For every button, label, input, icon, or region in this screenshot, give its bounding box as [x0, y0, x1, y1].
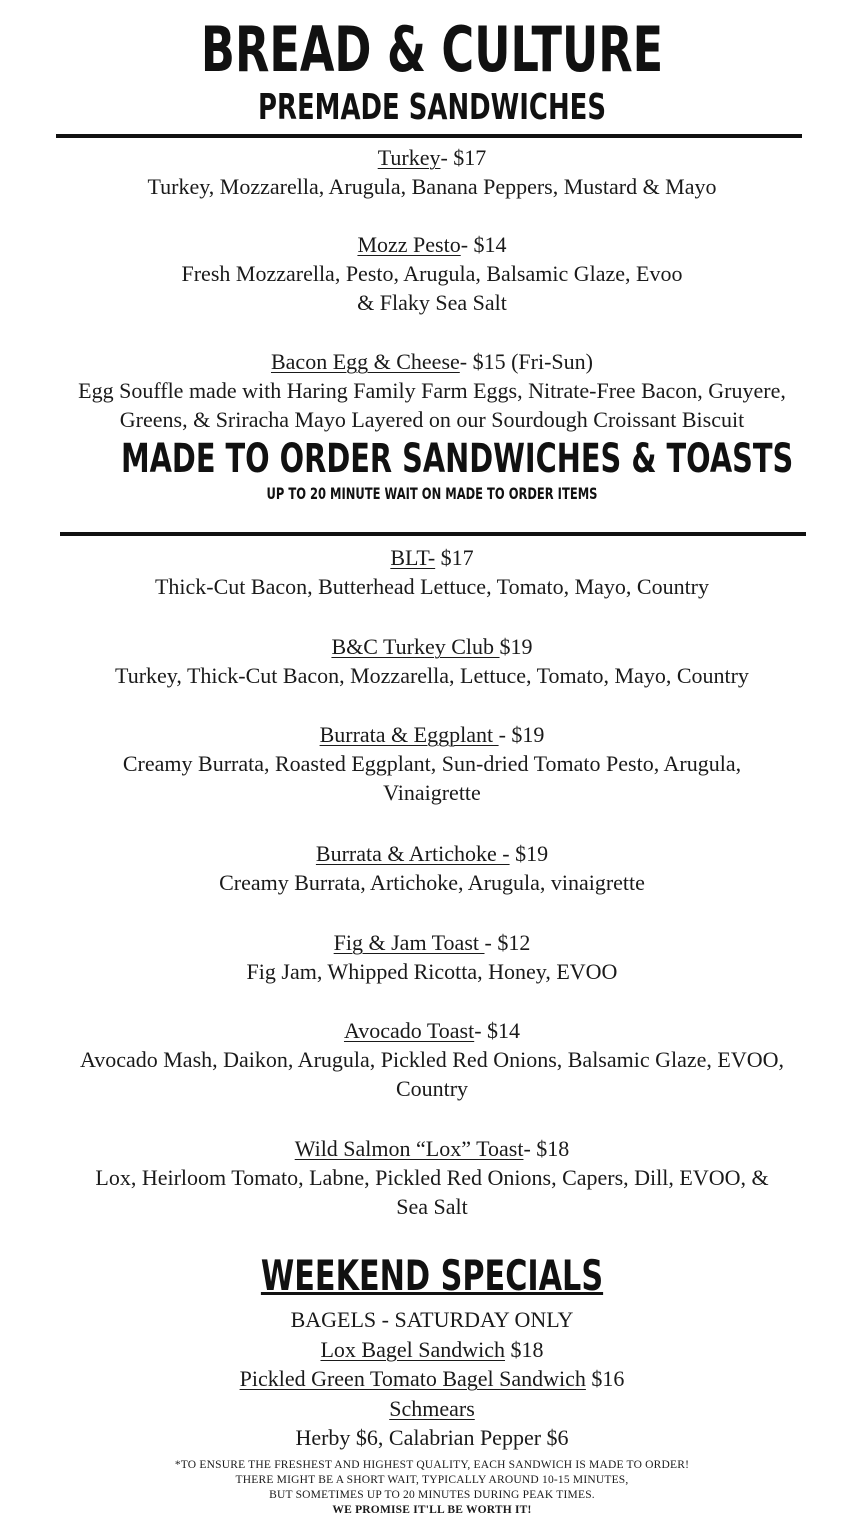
weekend-specials-title: WEEKEND SPECIALS	[260, 1251, 604, 1300]
item-description: Lox, Heirloom Tomato, Labne, Pickled Red Onions, Capers, Dill, EVOO, &	[95, 1165, 769, 1190]
item-description: Vinaigrette	[383, 780, 481, 805]
menu-item-turkey	[0, 143, 864, 201]
menu-item-burrata-artichoke	[0, 839, 864, 897]
divider	[60, 532, 806, 536]
item-description: Egg Souffle made with Haring Family Farm Eggs, Nitrate-Free Bacon, Gruyere,	[78, 378, 786, 403]
item-price: - $14	[460, 232, 507, 257]
footnote-promise: WE PROMISE IT'LL BE WORTH IT!	[332, 1504, 532, 1516]
item-name: Burrata & Artichoke -	[315, 841, 510, 866]
weekend-specials-heading	[121, 1252, 743, 1300]
item-price: $16	[585, 1366, 625, 1391]
item-name: Turkey	[377, 145, 441, 170]
item-price: $17	[435, 545, 474, 570]
item-name: Avocado Toast	[343, 1018, 475, 1043]
menu-item-fig-jam-toast	[0, 928, 864, 986]
menu-item-bacon-egg-cheese	[0, 347, 864, 434]
item-description: Fresh Mozzarella, Pesto, Arugula, Balsamic Glaze, Evoo	[181, 261, 683, 286]
menu-item-lox-toast	[0, 1134, 864, 1221]
weekend-specials-list	[0, 1305, 864, 1453]
divider	[56, 134, 802, 138]
menu-item-pickled-tomato-bagel	[0, 1364, 864, 1394]
menu-item-mozz-pesto	[0, 230, 864, 317]
item-price: - $12	[484, 930, 531, 955]
item-name: Mozz Pesto	[357, 232, 461, 257]
item-name: Pickled Green Tomato Bagel Sandwich	[239, 1366, 586, 1391]
footnote	[0, 1458, 864, 1518]
item-name: Bacon Egg & Cheese	[270, 349, 460, 374]
item-description: Fig Jam, Whipped Ricotta, Honey, EVOO	[246, 959, 618, 984]
item-description: Turkey, Mozzarella, Arugula, Banana Peppers, Mustard & Mayo	[147, 174, 717, 199]
item-price: - $19	[498, 722, 545, 747]
item-description: Creamy Burrata, Roasted Eggplant, Sun-dried Tomato Pesto, Arugula,	[122, 751, 742, 776]
item-name: Wild Salmon “Lox” Toast	[294, 1136, 524, 1161]
item-description: Thick-Cut Bacon, Butterhead Lettuce, Tomato, Mayo, Country	[154, 574, 710, 599]
item-price: $19	[509, 841, 549, 866]
made-to-order-subheading: UP TO 20 MINUTE WAIT ON MADE TO ORDER ITEMS	[266, 484, 598, 503]
menu-item-avocado-toast	[0, 1016, 864, 1103]
item-price: $19	[499, 634, 533, 659]
item-price: - $15 (Fri-Sun)	[459, 349, 593, 374]
schmears-label: Schmears	[389, 1395, 475, 1421]
menu-item-blt	[0, 543, 864, 601]
footnote-line: THERE MIGHT BE A SHORT WAIT, TYPICALLY AROUND 10-15 MINUTES,	[235, 1474, 629, 1486]
menu-item-lox-bagel	[0, 1335, 864, 1365]
item-price: $18	[505, 1336, 544, 1362]
item-description: Turkey, Thick-Cut Bacon, Mozzarella, Lettuce, Tomato, Mayo, Country	[115, 663, 749, 688]
item-price: - $18	[523, 1136, 570, 1161]
premade-section-heading: PREMADE SANDWICHES	[257, 87, 607, 128]
item-name: BLT-	[390, 545, 436, 570]
footnote-line: BUT SOMETIMES UP TO 20 MINUTES DURING PEAK TIMES.	[269, 1489, 595, 1501]
item-name: Lox Bagel Sandwich	[320, 1336, 506, 1362]
item-description: Greens, & Sriracha Mayo Layered on our Sourdough Croissant Biscuit	[119, 407, 745, 432]
item-name: B&C Turkey Club	[331, 634, 500, 659]
item-description: Sea Salt	[396, 1194, 468, 1219]
menu-item-burrata-eggplant	[0, 720, 864, 807]
item-price: - $14	[474, 1018, 521, 1043]
bagels-label: BAGELS - SATURDAY ONLY	[290, 1307, 574, 1332]
item-description: Creamy Burrata, Artichoke, Arugula, vinaigrette	[219, 870, 645, 895]
menu-item-turkey-club	[0, 632, 864, 690]
item-name: Fig & Jam Toast	[333, 930, 485, 955]
item-price: - $17	[440, 145, 487, 170]
item-description: Avocado Mash, Daikon, Arugula, Pickled Red Onions, Balsamic Glaze, EVOO,	[79, 1047, 785, 1072]
item-description: & Flaky Sea Salt	[357, 290, 507, 315]
schmears-list: Herby $6, Calabrian Pepper $6	[295, 1425, 569, 1450]
item-description: Country	[395, 1076, 469, 1101]
menu-title: BREAD & CULTURE	[200, 13, 664, 86]
item-name: Burrata & Eggplant	[319, 722, 499, 747]
made-to-order-heading: MADE TO ORDER SANDWICHES & TOASTS	[120, 436, 794, 482]
footnote-line: *TO ENSURE THE FRESHEST AND HIGHEST QUALITY, EACH SANDWICH IS MADE TO ORDER!	[174, 1459, 690, 1471]
